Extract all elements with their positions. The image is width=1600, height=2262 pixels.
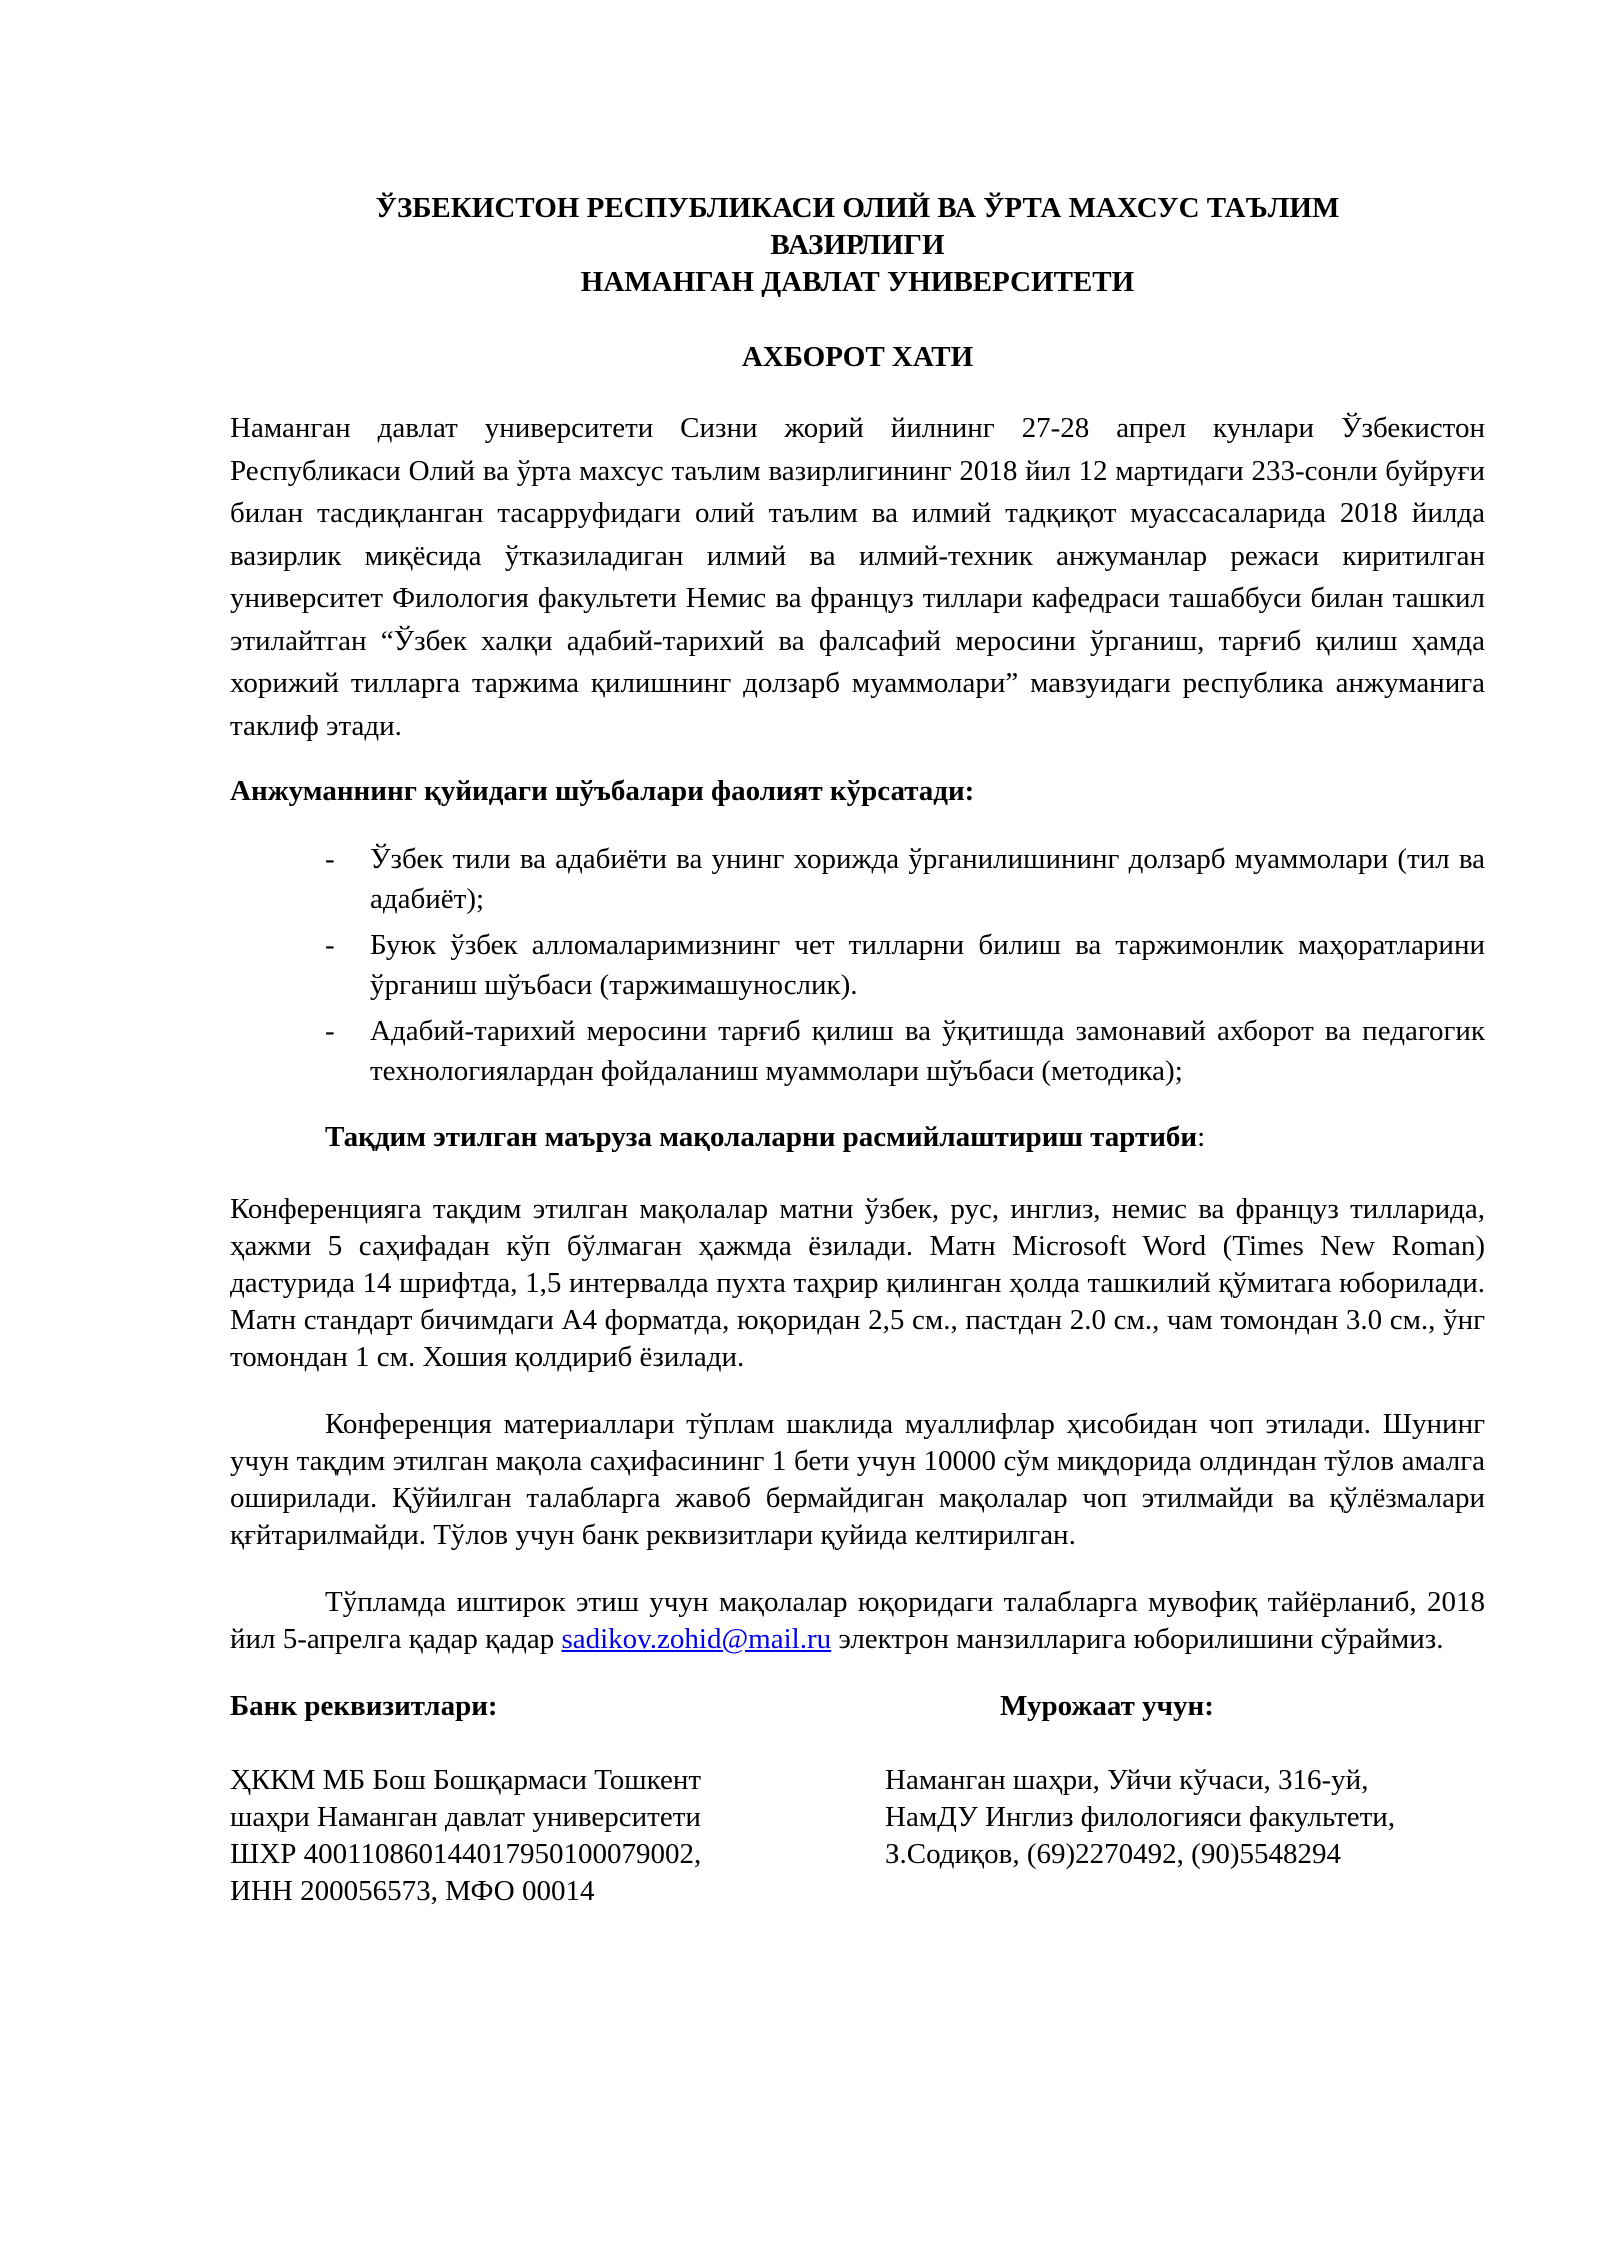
submission-text-before: Тўпламда иштирок этиш учун мақолалар юқоридаги талабларга мувофиқ тайёрланиб, 2018 йил 5-апрелга қадар қадар [230,1586,1485,1655]
rules-heading-colon: : [1197,1121,1206,1153]
email-link[interactable]: sadikov.zohid@mail.ru [561,1623,832,1655]
rules-heading-text: Тақдим этилган маъруза мақолаларни расмийлаштириш тартиби [325,1121,1198,1153]
payment-paragraph: Конференция материаллари тўплам шаклида муаллифлар ҳисобидан чоп этилади. Шунинг учун тақдим этилган мақола саҳифасининг 1 бети учун 10000 сўм миқдорида олдиндан тўлов амалга оширилади. Қўйилган талабларга жавоб бермайдиган мақолалар чоп этилмайди ва қўлёзмалари қғйтарилмайди. Тўлов учун банк реквизитлари қуйида келтирилган. [230,1408,1485,1551]
rules-heading [325,1119,1485,1155]
document-header [230,190,1485,301]
formatting-paragraph: Конференцияга тақдим этилган мақолалар матни ўзбек, рус, инглиз, немис ва француз тилларида, ҳажми 5 саҳифадан кўп бўлмаган ҳажмда ёзилади. Матн Microsoft Word (Times New Roman) дастурида 14 шрифтда, 1,5 интервалда пухта таҳрир қилинган ҳолда ташкилий қўмитага юборилади. Матн стандарт бичимдаги А4 форматда, юқоридан 2,5 см., пастдан 2.0 см., чам томондан 3.0 см., ўнг томондан 1 см. Хошия қолдириб ёзилади. [230,1193,1485,1373]
list-item [325,1011,1485,1091]
list-item-text: Буюк ўзбек алломаларимизнинг чет тилларни билиш ва таржимонлик маҳоратларини ўрганиш шўъбаси (таржимашунослик). [370,929,1485,1001]
header-ministry-line-2: ВАЗИРЛИГИ [770,229,945,261]
bank-line: ИНН 200056573, МФО 00014 [230,1875,595,1907]
sections-list [230,839,1485,1091]
contact-line: НамДУ Инглиз филологияси факультети, [885,1801,1396,1833]
submission-text-after: электрон манзилларига юборилишини сўраймиз. [831,1623,1444,1655]
submission-paragraph [230,1584,1485,1658]
bank-details [230,1688,850,1910]
list-dash: - [325,1015,335,1047]
header-university-line: НАМАНГАН ДАВЛАТ УНИВЕРСИТЕТИ [580,266,1135,298]
list-item-text: Ўзбек тили ва адабиёти ва унинг хорижда ўрганилишининг долзарб муаммолари (тил ва адабиёт); [370,843,1485,915]
sections-heading: Анжуманнинг қуйидаги шўъбалари фаолият кўрсатади: [230,775,975,807]
bank-line: ҲККМ МБ Бош Бошқармаси Тошкент [230,1764,702,1796]
contact-heading: Мурожаат учун: [1000,1690,1214,1722]
document-title: АХБОРОТ ХАТИ [741,341,974,373]
contact-line: З.Содиқов, (69)2270492, (90)5548294 [885,1838,1341,1870]
bank-heading: Банк реквизитлари: [230,1690,498,1722]
list-item-text: Адабий-тарихий меросини тарғиб қилиш ва ўқитишда замонавий ахборот ва педагогик технологиялардан фойдаланиш муаммолари шўъбаси (методика); [370,1015,1485,1087]
intro-paragraph: Наманган давлат университети Сизни жорий йилнинг 27-28 апрел кунлари Ўзбекистон Республикаси Олий ва ўрта махсус таълим вазирлигининг 2018 йил 12 мартидаги 233-сонли буйруғи билан тасдиқланган тасарруфидаги олий таълим ва илмий тадқиқот муассасаларида 2018 йилда вазирлик миқёсида ўтказиладиган илмий ва илмий-техник анжуманлар режаси киритилган университет Филология факультети Немис ва француз тиллари кафедраси ташаббуси билан ташкил этилайтган “Ўзбек халқи адабий-тарихий ва фалсафий меросини ўрганиш, тарғиб қилиш ҳамда хорижий тилларга таржима қилишнинг долзарб муаммолари” мавзуидаги республика анжуманига таклиф этади. [230,412,1485,742]
contact-line: Наманган шаҳри, Уйчи кўчаси, 316-уй, [885,1764,1369,1796]
list-item [325,839,1485,919]
bank-line: ШХР 400110860144017950100079002, [230,1838,702,1870]
contact-details [850,1688,1490,1873]
bank-line: шаҳри Наманган давлат университети [230,1801,701,1833]
header-ministry-line: ЎЗБЕКИСТОН РЕСПУБЛИКАСИ ОЛИЙ ВА ЎРТА МАХСУС ТАЪЛИМ [375,192,1340,224]
list-dash: - [325,929,335,961]
list-item [325,925,1485,1005]
list-dash: - [325,843,335,875]
